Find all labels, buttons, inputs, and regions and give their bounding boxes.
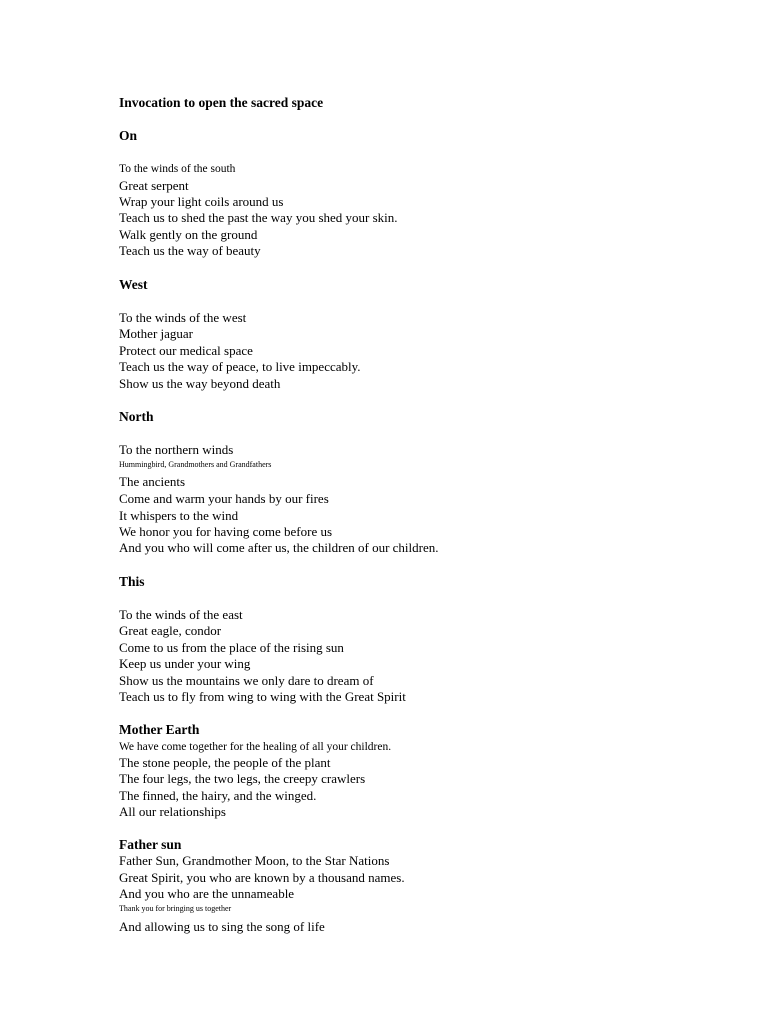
- poem-line: Wrap your light coils around us: [119, 194, 284, 209]
- poem-line: The finned, the hairy, and the winged.: [119, 788, 317, 803]
- section-heading-west: West: [119, 277, 148, 292]
- poem-line: Show us the mountains we only dare to dream of: [119, 673, 374, 688]
- poem-line: And you who will come after us, the children of our children.: [119, 540, 439, 555]
- section-heading-on: On: [119, 128, 138, 143]
- poem-line: Come and warm your hands by our fires: [119, 491, 329, 506]
- poem-line: Great eagle, condor: [119, 623, 222, 638]
- poem-line-small: Hummingbird, Grandmothers and Grandfathers: [119, 460, 272, 469]
- poem-line: Mother jaguar: [119, 326, 194, 341]
- poem-line: We honor you for having come before us: [119, 524, 333, 539]
- poem-line: Show us the way beyond death: [119, 376, 281, 391]
- poem-line: We have come together for the healing of all your children.: [119, 741, 392, 753]
- section-heading-this: This: [119, 574, 145, 589]
- poem-line: The four legs, the two legs, the creepy crawlers: [119, 771, 366, 786]
- poem-line: Teach us the way of beauty: [119, 243, 261, 258]
- section-heading-father-sun: Father sun: [119, 837, 182, 852]
- section-heading-north: North: [119, 409, 154, 424]
- section-heading-mother-earth: Mother Earth: [119, 722, 200, 737]
- poem-line: It whispers to the wind: [119, 508, 239, 523]
- poem-line: To the northern winds: [119, 442, 234, 457]
- poem-line: And allowing us to sing the song of life: [119, 919, 325, 934]
- poem-line: Walk gently on the ground: [119, 227, 258, 242]
- poem-line: And you who are the unnameable: [119, 886, 295, 901]
- poem-line: Teach us to fly from wing to wing with the Great Spirit: [119, 689, 406, 704]
- poem-line: Great serpent: [119, 178, 189, 193]
- document-title: Invocation to open the sacred space: [119, 95, 324, 110]
- poem-line: Come to us from the place of the rising sun: [119, 640, 344, 655]
- poem-line: Teach us to shed the past the way you shed your skin.: [119, 210, 398, 225]
- poem-line: Great Spirit, you who are known by a thousand names.: [119, 870, 405, 885]
- poem-line: Keep us under your wing: [119, 656, 251, 671]
- poem-line: Father Sun, Grandmother Moon, to the Star Nations: [119, 853, 390, 868]
- poem-line: To the winds of the west: [119, 310, 247, 325]
- poem-line: The stone people, the people of the plant: [119, 755, 331, 770]
- poem-line: Teach us the way of peace, to live impeccably.: [119, 359, 361, 374]
- poem-line: To the winds of the south: [119, 163, 236, 175]
- poem-line-small: Thank you for bringing us together: [119, 904, 232, 913]
- poem-line: Protect our medical space: [119, 343, 253, 358]
- poem-line: All our relationships: [119, 804, 226, 819]
- poem-line: To the winds of the east: [119, 607, 243, 622]
- poem-line: The ancients: [119, 474, 186, 489]
